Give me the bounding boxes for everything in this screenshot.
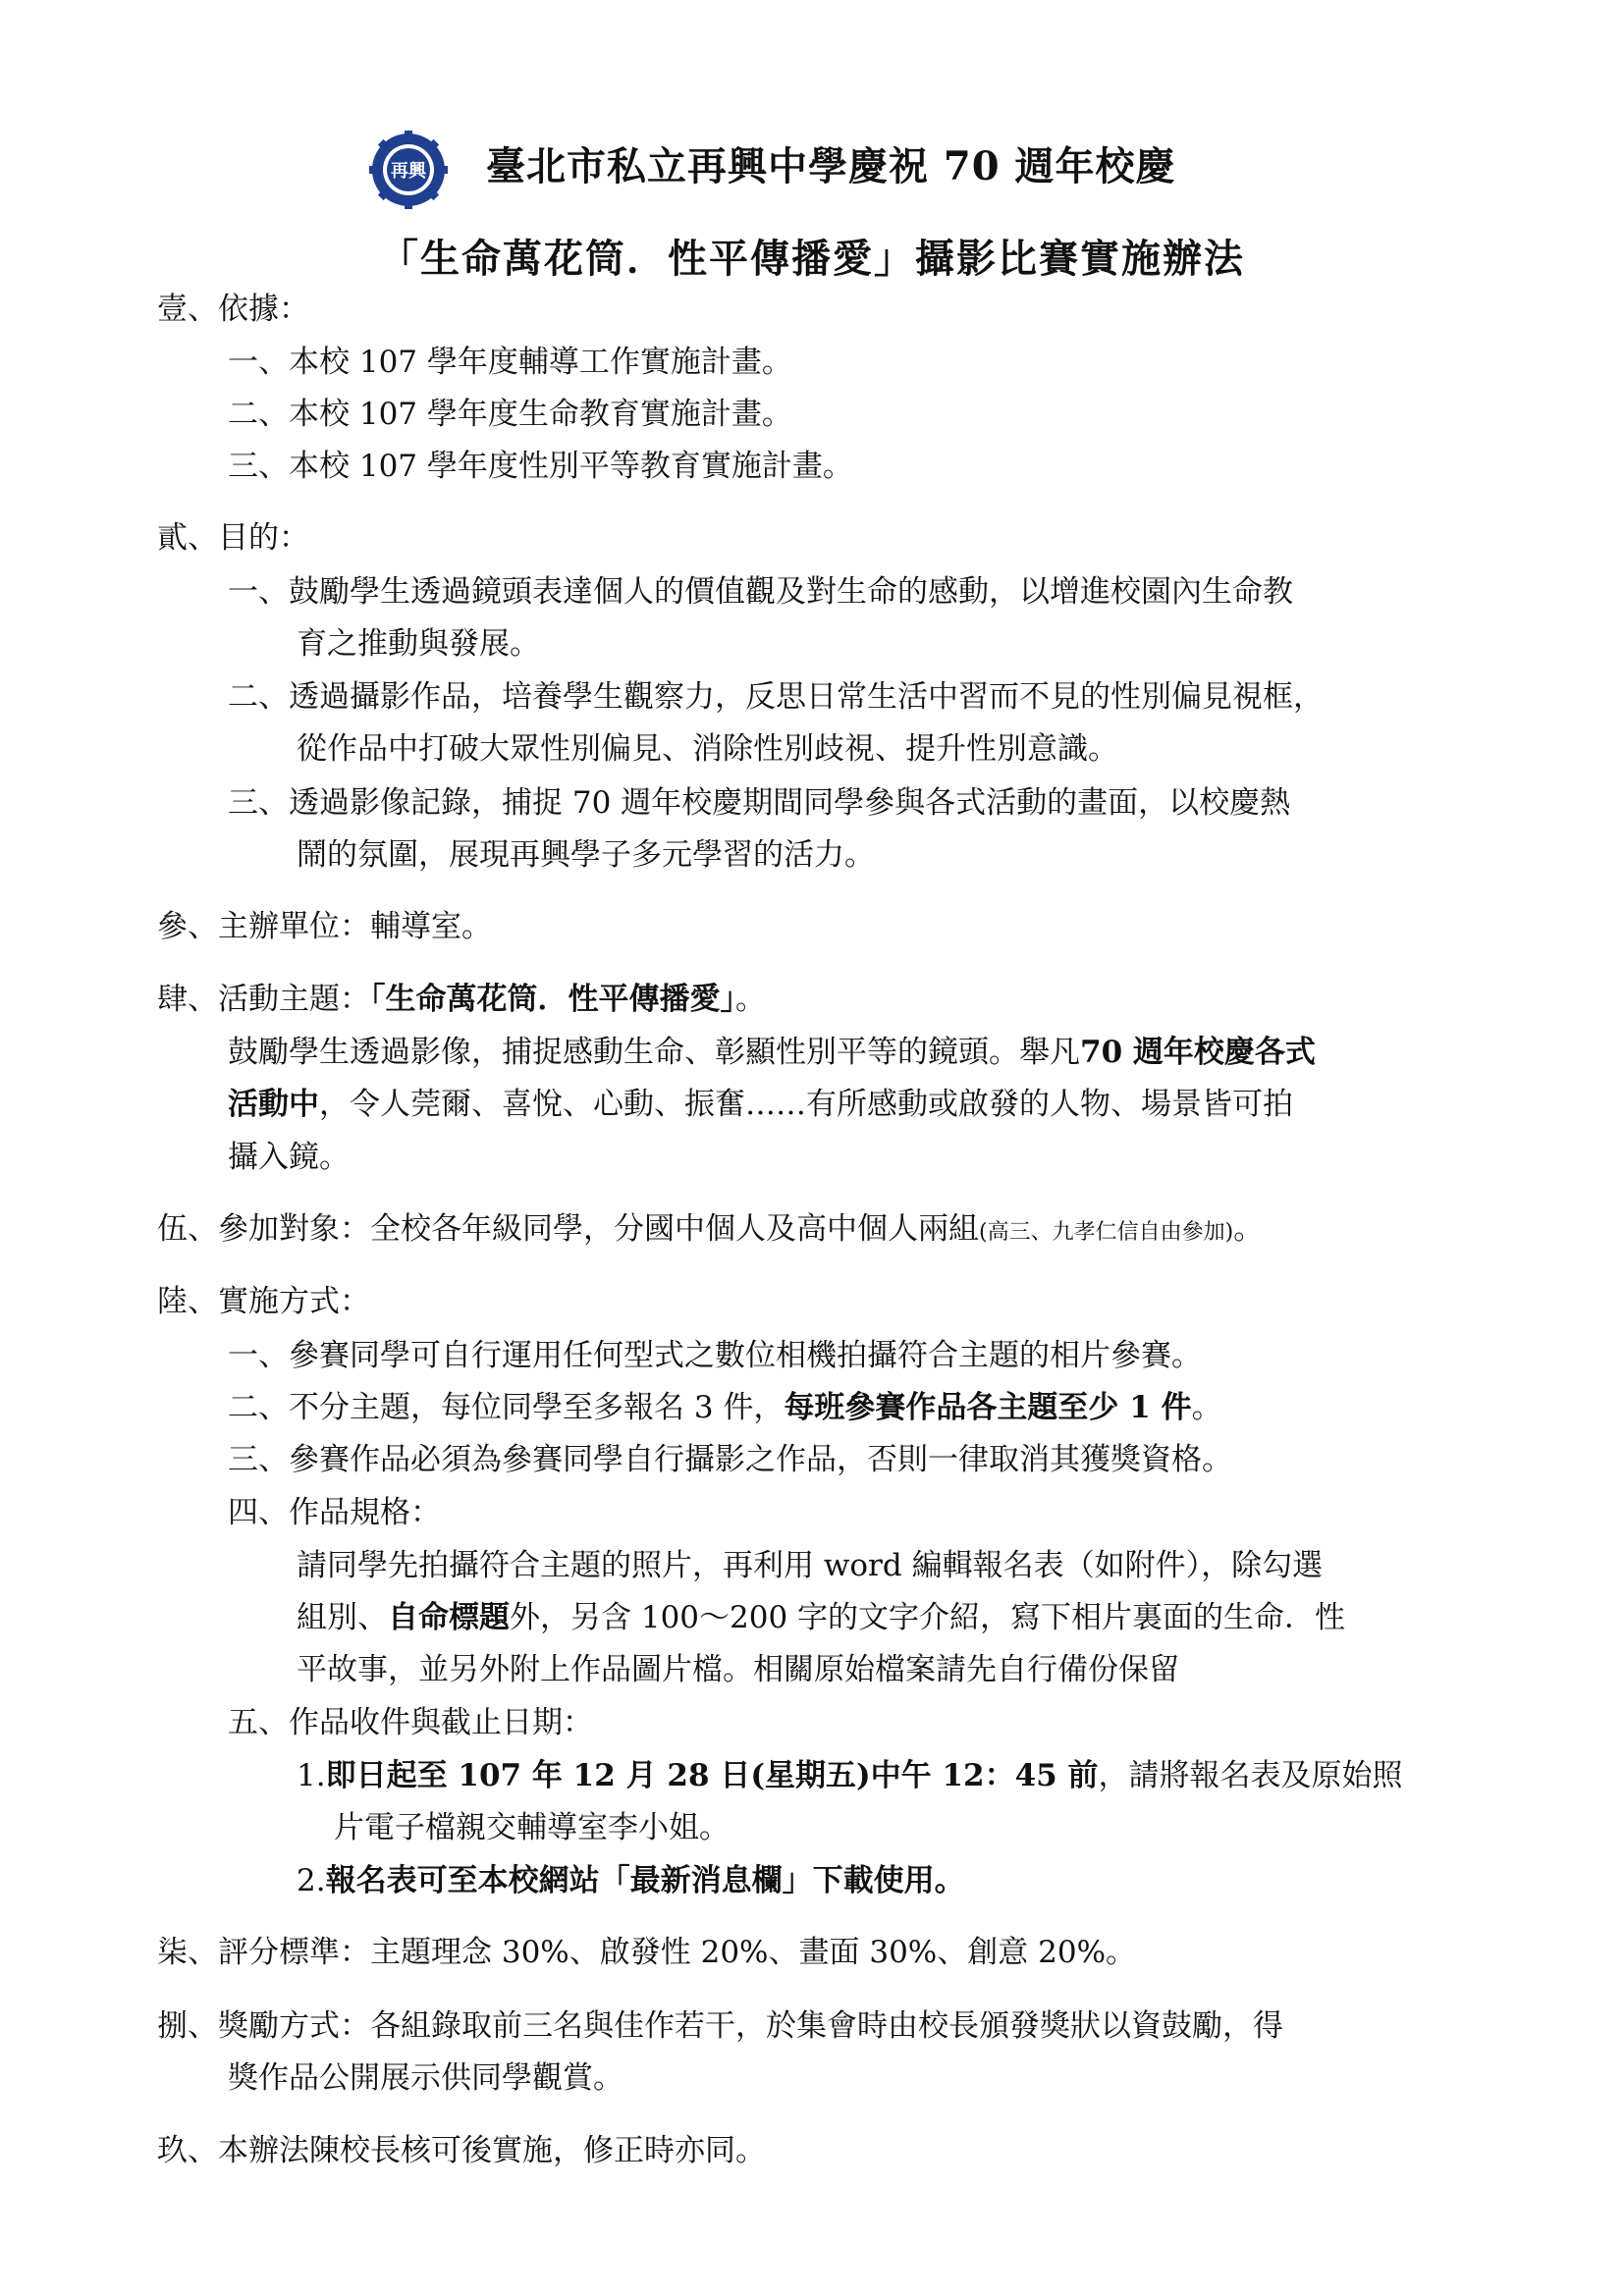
section-9: 玖、本辦法陳校長核可後實施，修正時亦同。 [157,2133,766,2168]
section-5-text: 伍、參加對象：全校各年級同學，分國中個人及高中個人兩組 [157,1211,979,1247]
section-4-paragraph-line-1 [228,1027,1316,1071]
section-4-text: ，令人莞爾、喜悅、心動、振奮……有所感動或啟發的人物、場景皆可拍 [319,1087,1293,1122]
section-6-heading: 陸、實施方式： [157,1284,370,1319]
download-line [297,1855,965,1899]
section-8-line-1: 捌、獎勵方式：各組錄取前三名與佳作若干，於集會時由校長頒發獎狀以資鼓勵，得 [157,2008,1283,2044]
section-5-end: 。 [1233,1211,1265,1247]
section-1-item-1: 一、本校 107 學年度輔導工作實施計畫。 [228,345,792,380]
section-3: 參、主辦單位：輔導室。 [157,909,492,944]
section-4-text: 鼓勵學生透過影像，捕捉感動生命、彰顯性別平等的鏡頭。舉凡 [228,1035,1080,1070]
section-1-item-3: 三、本校 107 學年度性別平等教育實施計畫。 [228,449,853,484]
section-8-line-2: 獎作品公開展示供同學觀賞。 [228,2060,623,2096]
deadline-line-1 [297,1750,1403,1794]
section-6-item-5: 五、作品收件與截止日期： [228,1705,593,1740]
spec-bold: 自命標題 [388,1600,510,1635]
section-6-item-2-text: 二、不分主題，每位同學至多報名 3 件， [228,1390,785,1425]
download-number: 2. [297,1863,326,1898]
deadline-bold: 即日起至 107 年 12 月 28 日(星期五)中午 12：45 前 [325,1758,1099,1793]
deadline-line-2: 片電子檔親交輔導室李小姐。 [334,1810,730,1845]
spec-text: 組別、 [297,1600,388,1635]
section-6-item-1: 一、參賽同學可自行運用任何型式之數位相機拍攝符合主題的相片參賽。 [228,1338,1202,1373]
section-6-item-2-end: 。 [1191,1390,1222,1425]
deadline-number: 1. [297,1758,326,1793]
section-2-item-2-line-2: 從作品中打破大眾性別偏見、消除性別歧視、提升性別意識。 [297,731,1118,767]
section-2-item-1-line-1: 一、鼓勵學生透過鏡頭表達個人的價值觀及對生命的感動，以增進校園內生命教 [228,574,1293,610]
section-4-label: 肆、活動主題： [157,982,370,1017]
document-subtitle: 「生命萬花筒．性平傳播愛」攝影比賽實施辦法 [379,236,1245,282]
section-6-item-4: 四、作品規格： [228,1495,441,1530]
section-4-end: 。 [735,982,766,1017]
section-5-note: (高三、九孝仁信自由參加) [979,1220,1234,1245]
section-7: 柒、評分標準：主題理念 30%、啟發性 20%、畫面 30%、創意 20%。 [157,1935,1137,1970]
section-4-paragraph-line-2 [228,1079,1293,1123]
activity-theme: 「生命萬花筒．性平傳播愛」 [370,982,735,1017]
section-4-bold-text: 70 週年校慶各式 [1080,1035,1316,1070]
spec-line-1: 請同學先拍攝符合主題的照片，再利用 word 編輯報名表（如附件），除勾選 [297,1548,1324,1583]
spec-line-3: 平故事，並另外附上作品圖片檔。相關原始檔案請先自行備份保留 [297,1652,1179,1687]
section-1-item-2: 二、本校 107 學年度生命教育實施計畫。 [228,397,792,432]
section-2-item-3-line-2: 鬧的氛圍，展現再興學子多元學習的活力。 [297,837,875,873]
school-logo-icon [369,131,448,209]
section-2-heading: 貳、目的： [157,520,309,556]
logo-text: 再興 [391,161,426,182]
deadline-text: ，請將報名表及原始照 [1098,1758,1403,1793]
section-5 [157,1203,1264,1248]
section-2-item-3-line-1: 三、透過影像記錄，捕捉 70 週年校慶期間同學參與各式活動的畫面，以校慶熱 [228,785,1291,821]
section-6-item-2 [228,1382,1222,1426]
section-6-item-3: 三、參賽作品必須為參賽同學自行攝影之作品，否則一律取消其獲獎資格。 [228,1442,1232,1477]
section-2-item-2-line-1: 二、透過攝影作品，培養學生觀察力，反思日常生活中習而不見的性別偏見視框， [228,679,1324,715]
download-bold: 報名表可至本校網站「最新消息欄」下載使用。 [325,1863,965,1898]
section-1-heading: 壹、依據： [157,292,309,327]
section-2-item-1-line-2: 育之推動與發展。 [297,626,540,662]
section-6-item-2-bold: 每班參賽作品各主題至少 1 件 [784,1390,1192,1425]
section-4-paragraph-line-3: 攝入鏡。 [228,1140,350,1175]
section-4-heading [157,974,766,1018]
spec-text: 外，另含 100～200 字的文字介紹，寫下相片裏面的生命．性 [510,1600,1346,1635]
section-4-bold-text: 活動中 [228,1087,319,1122]
document-title: 臺北市私立再興中學慶祝 70 週年校慶 [486,143,1176,189]
spec-line-2 [297,1592,1345,1636]
